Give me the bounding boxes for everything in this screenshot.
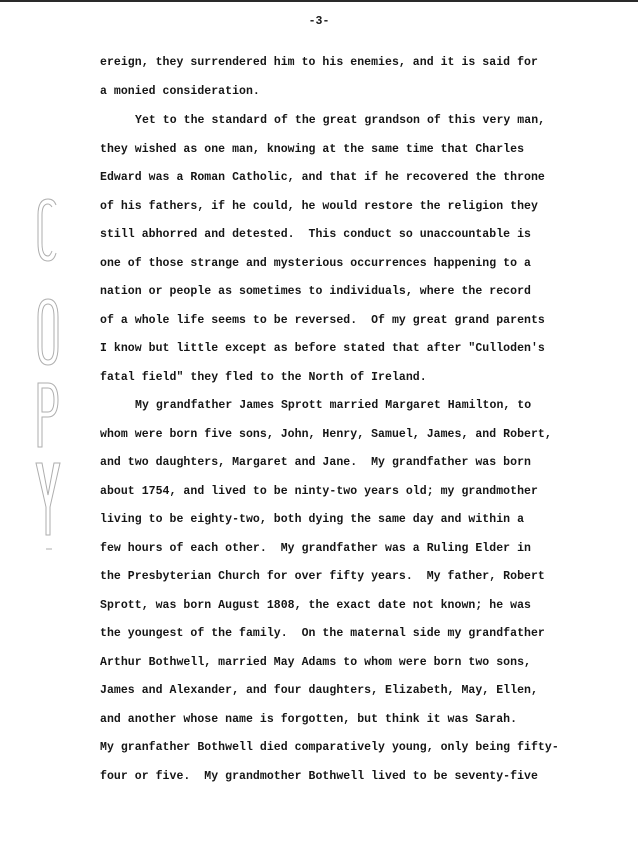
text-line: living to be eighty-two, both dying the same day and within a	[100, 513, 525, 526]
text-line: the youngest of the family. On the maternal side my grandfather	[100, 627, 545, 640]
text-line: one of those strange and mysterious occurrences happening to a	[100, 257, 531, 270]
text-line: and two daughters, Margaret and Jane. My grandfather was born	[100, 456, 531, 469]
text-line: whom were born five sons, John, Henry, Samuel, James, and Robert,	[100, 428, 552, 441]
text-line: My granfather Bothwell died comparatively young, only being fifty-	[100, 741, 559, 754]
text-line: four or five. My grandmother Bothwell lived to be seventy-five	[100, 770, 538, 783]
text-line: nation or people as sometimes to individuals, where the record	[100, 285, 531, 298]
text-line: James and Alexander, and four daughters, Elizabeth, May, Ellen,	[100, 684, 538, 697]
text-line: fatal field" they fled to the North of Ireland.	[100, 371, 427, 384]
text-line: Yet to the standard of the great grandson of this very man,	[135, 114, 546, 127]
text-line: of his fathers, if he could, he would restore the religion they	[100, 200, 538, 213]
text-line: I know but little except as before stated that after "Culloden's	[100, 342, 545, 355]
text-line: they wished as one man, knowing at the same time that Charles	[100, 143, 525, 156]
scan-top-edge	[0, 0, 638, 2]
text-line: of a whole life seems to be reversed. Of my great grand parents	[100, 314, 545, 327]
text-line: still abhorred and detested. This conduct so unaccountable is	[100, 228, 531, 241]
text-line: My grandfather James Sprott married Margaret Hamilton, to	[135, 399, 532, 412]
text-line: Edward was a Roman Catholic, and that if he recovered the throne	[100, 171, 545, 184]
page-number: -3-	[308, 15, 330, 28]
text-line: a monied consideration.	[100, 85, 260, 98]
text-line: about 1754, and lived to be ninty-two years old; my grandmother	[100, 485, 538, 498]
text-line: few hours of each other. My grandfather was a Ruling Elder in	[100, 542, 531, 555]
text-line: Sprott, was born August 1808, the exact date not known; he was	[100, 599, 531, 612]
text-line: Arthur Bothwell, married May Adams to whom were born two sons,	[100, 656, 531, 669]
text-line: and another whose name is forgotten, but think it was Sarah.	[100, 713, 518, 726]
text-line: the Presbyterian Church for over fifty years. My father, Robert	[100, 570, 545, 583]
text-line: ereign, they surrendered him to his enemies, and it is said for	[100, 56, 538, 69]
copy-watermark-stamp	[30, 195, 70, 555]
